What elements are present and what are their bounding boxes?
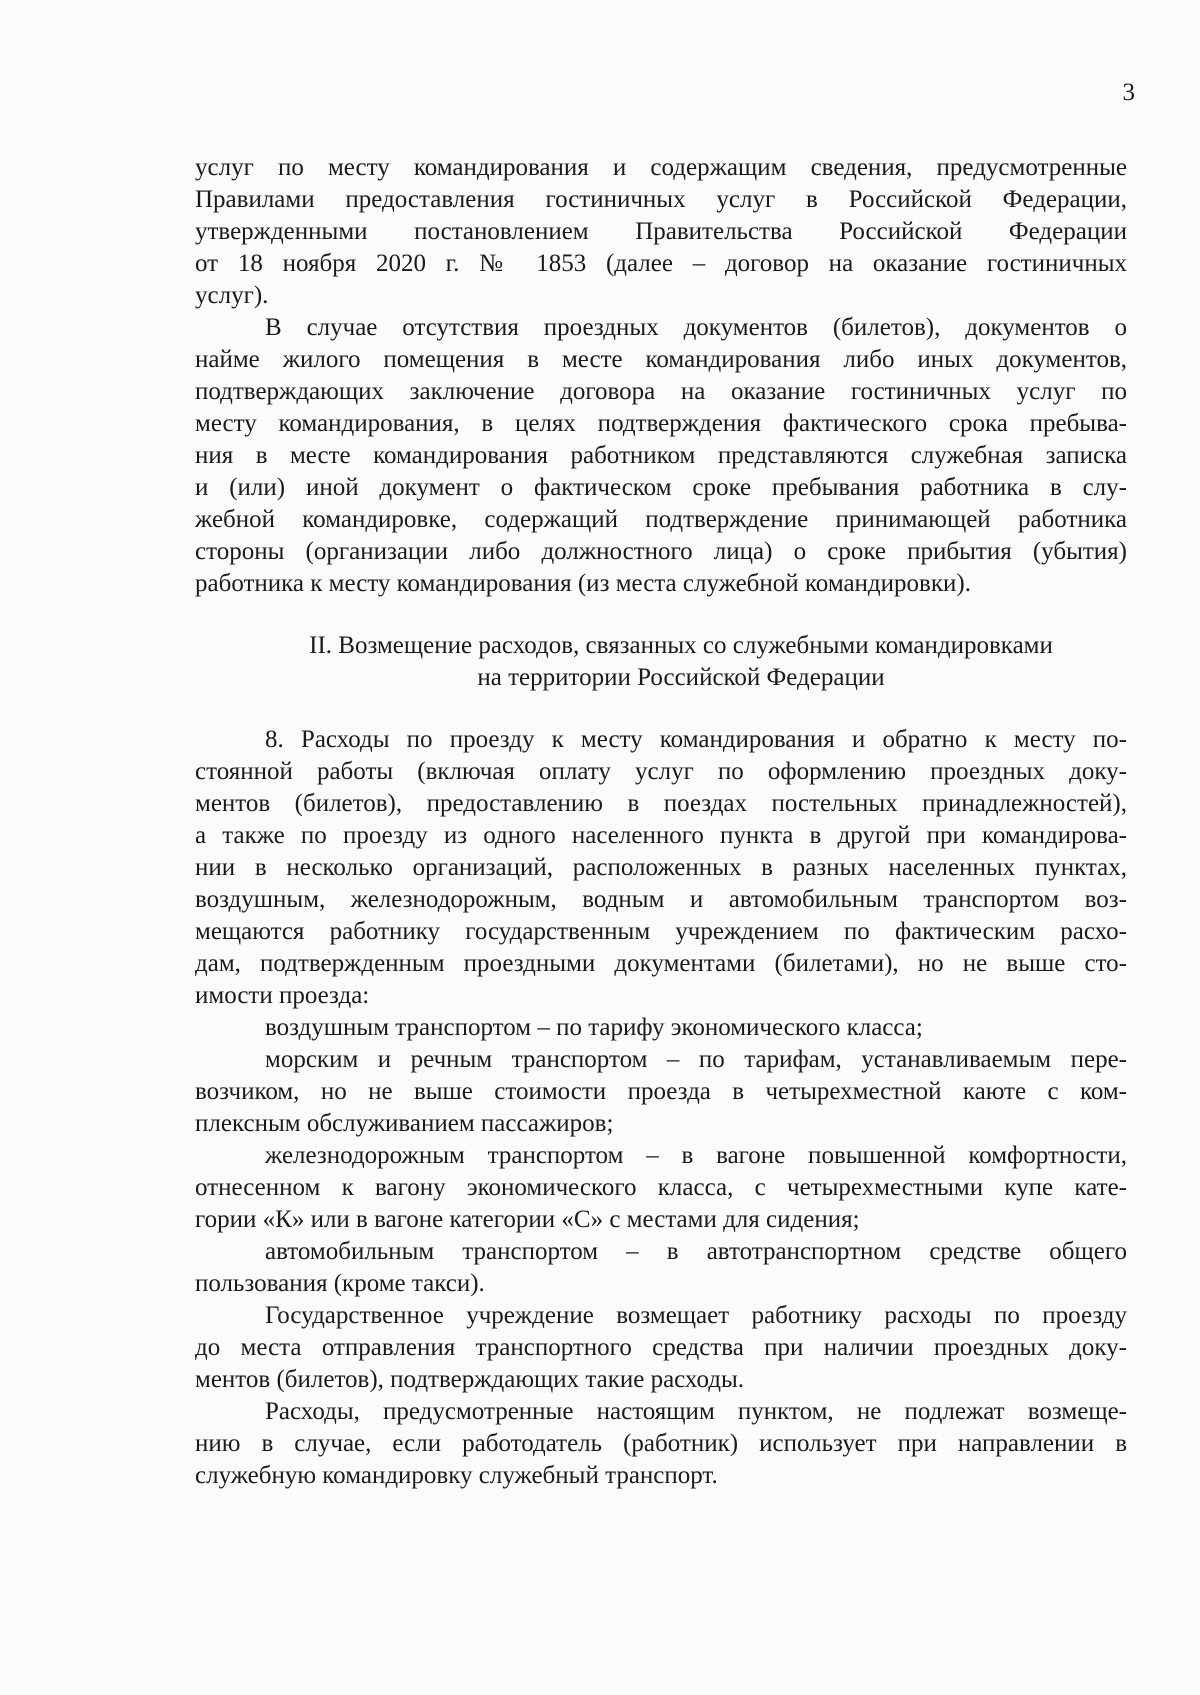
paragraph [195, 1012, 1127, 1044]
text-line: возчиком, но не выше стоимости проезда в четырехместной каюте с ком- [195, 1078, 1127, 1105]
text-line: утвержденными постановлением Правительства Российской Федерации [195, 218, 1127, 245]
text-line: имости проезда: [195, 982, 370, 1009]
text-line: нию в случае, если работодатель (работник) использует при направлении в [195, 1430, 1127, 1457]
text-line: ния в месте командирования работником представляются служебная записка [195, 442, 1127, 469]
text-line: а также по проезду из одного населенного пункта в другой при командирова- [195, 822, 1127, 849]
text-line: мещаются работнику государственным учреждением по фактическим расхо- [195, 918, 1127, 945]
text-line: нии в несколько организаций, расположенных в разных населенных пунктах, [195, 854, 1127, 881]
text-line: Правилами предоставления гостиничных услуг в Российской Федерации, [195, 186, 1127, 213]
text-line: и (или) иной документ о фактическом сроке пребывания работника в слу- [195, 474, 1127, 501]
text-line: жебной командировке, содержащий подтверждение принимающей работника [195, 506, 1127, 533]
text-line: отнесенном к вагону экономического класса, с четырехместными купе кате- [195, 1174, 1127, 1201]
text-line: гории «К» или в вагоне категории «С» с местами для сидения; [195, 1206, 860, 1233]
text-line: услуг). [195, 282, 269, 309]
text-line: работника к месту командирования (из места служебной командировки). [195, 570, 971, 597]
text-line: Расходы, предусмотренные настоящим пунктом, не подлежат возмеще- [265, 1398, 1127, 1425]
paragraph [195, 1300, 1127, 1396]
text-line: услуг по месту командирования и содержащим сведения, предусмотренные [195, 154, 1127, 181]
text-line: автомобильным транспортом – в автотранспортном средстве общего [265, 1238, 1127, 1265]
text-line: морским и речным транспортом – по тарифам, устанавливаемым пере- [265, 1046, 1127, 1073]
heading-line: II. Возмещение расходов, связанных со служебными командировками [309, 632, 1053, 659]
text-line: 8. Расходы по проезду к месту командирования и обратно к месту по- [265, 726, 1127, 753]
paragraph [195, 1044, 1127, 1140]
section-gap [195, 600, 1127, 630]
text-line: от 18 ноября 2020 г. № 1853 (далее – договор на оказание гостиничных [195, 250, 1127, 277]
text-line: воздушным, железнодорожным, водным и автомобильным транспортом воз- [195, 886, 1127, 913]
text-line: стороны (организации либо должностного лица) о сроке прибытия (убытия) [195, 538, 1127, 565]
paragraph [195, 1140, 1127, 1236]
paragraph [195, 1396, 1127, 1492]
text-line: найме жилого помещения в месте командирования либо иных документов, [195, 346, 1127, 373]
text-line: до места отправления транспортного средства при наличии проездных доку- [195, 1334, 1127, 1361]
paragraph [195, 1236, 1127, 1300]
text-line: дам, подтвержденным проездными документами (билетами), но не выше сто- [195, 950, 1127, 977]
section-gap [195, 694, 1127, 724]
text-line: ментов (билетов), предоставлению в поездах постельных принадлежностей), [195, 790, 1127, 817]
document-body [195, 152, 1127, 1492]
text-line: воздушным транспортом – по тарифу экономического класса; [265, 1014, 923, 1041]
heading-line: на территории Российской Федерации [477, 664, 885, 691]
text-line: служебную командировку служебный транспорт. [195, 1462, 718, 1489]
text-line: железнодорожным транспортом – в вагоне повышенной комфортности, [265, 1142, 1127, 1169]
text-line: ментов (билетов), подтверждающих такие расходы. [195, 1366, 745, 1393]
text-line: месту командирования, в целях подтверждения фактического срока пребыва- [195, 410, 1127, 437]
text-line: В случае отсутствия проездных документов (билетов), документов о [265, 314, 1127, 341]
text-line: стоянной работы (включая оплату услуг по оформлению проездных доку- [195, 758, 1127, 785]
paragraph [195, 152, 1127, 312]
text-line: подтверждающих заключение договора на оказание гостиничных услуг по [195, 378, 1127, 405]
text-line: плексным обслуживанием пассажиров; [195, 1110, 614, 1137]
page-number: 3 [1122, 79, 1135, 106]
text-line: Государственное учреждение возмещает работнику расходы по проезду [265, 1302, 1127, 1329]
paragraph [195, 312, 1127, 600]
section-heading [195, 630, 1127, 694]
paragraph [195, 724, 1127, 1012]
text-line: пользования (кроме такси). [195, 1270, 485, 1297]
